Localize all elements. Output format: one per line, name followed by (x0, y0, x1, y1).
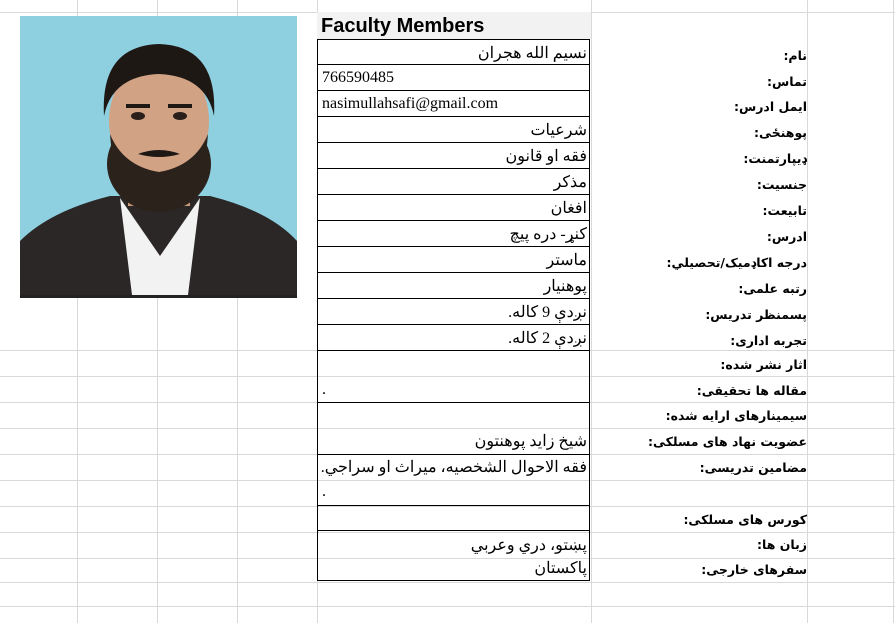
label-foreign-travel: سفرهای خارجی: (701, 562, 807, 577)
value-cell-languages-travel[interactable]: پښتو، دري وعربي پاکستان (317, 531, 590, 581)
value-cell-contact[interactable]: 766590485 (317, 65, 590, 91)
label-subjects: مضامین تدریسی: (699, 460, 807, 475)
value-cell-name[interactable]: نسیم الله هجران (317, 39, 590, 65)
value-cell-address[interactable]: کنړ- دره پیچ (317, 221, 590, 247)
value-cell-nationality[interactable]: افغان (317, 195, 590, 221)
label-nationality: تابیعت: (762, 203, 807, 218)
portrait-photo (20, 16, 297, 298)
label-admin-experience: تجربه اداری: (730, 333, 807, 348)
value-cell-courses[interactable] (317, 505, 590, 531)
value-cell-admin-experience[interactable]: نږدې 2 کاله. (317, 325, 590, 351)
label-gender: جنسیت: (756, 177, 807, 192)
value-cell-department[interactable]: فقه او قانون (317, 143, 590, 169)
label-name: نام: (783, 48, 807, 63)
label-contact: تماس: (766, 74, 807, 89)
value-cell-subjects[interactable]: فقه الاحوال الشخصیه، میراث او سراجي. . (317, 455, 590, 507)
value-cell-gender[interactable]: مذکر (317, 169, 590, 195)
label-faculty: پوهنځی: (754, 125, 807, 140)
value-cell-teaching-background[interactable]: نږدې 9 کاله. (317, 299, 590, 325)
label-publications: اثار نشر شده: (720, 357, 807, 372)
label-research-articles: مقاله ها تحقیقی: (696, 383, 807, 398)
label-degree: درجه اکاډمیک/تحصیلي: (666, 255, 807, 270)
label-seminars: سیمینارهای ارایه شده: (665, 408, 807, 423)
label-languages: زبان ها: (757, 537, 807, 552)
label-teaching-background: پسمنظر تدریس: (705, 307, 807, 322)
value-cell-seminars-membership[interactable]: شیخ زاید پوهنتون (317, 403, 590, 455)
label-email: ایمل ادرس: (733, 99, 807, 114)
label-department: ډيپارتمنت: (743, 151, 807, 166)
value-cell-rank[interactable]: پوهنیار (317, 273, 590, 299)
label-professional-courses: کورس های مسلکی: (683, 512, 807, 527)
value-cell-faculty[interactable]: شرعیات (317, 117, 590, 143)
value-cell-degree[interactable]: ماستر (317, 247, 590, 273)
value-cell-email[interactable]: nasimullahsafi@gmail.com (317, 91, 590, 117)
label-professional-membership: عضویت نهاد های مسلکی: (647, 434, 807, 449)
value-cell-publications-research[interactable]: . (317, 351, 590, 403)
label-address: ادرس: (766, 229, 807, 244)
page-title: Faculty Members (321, 15, 485, 37)
label-rank: رتبه علمی: (738, 281, 807, 296)
